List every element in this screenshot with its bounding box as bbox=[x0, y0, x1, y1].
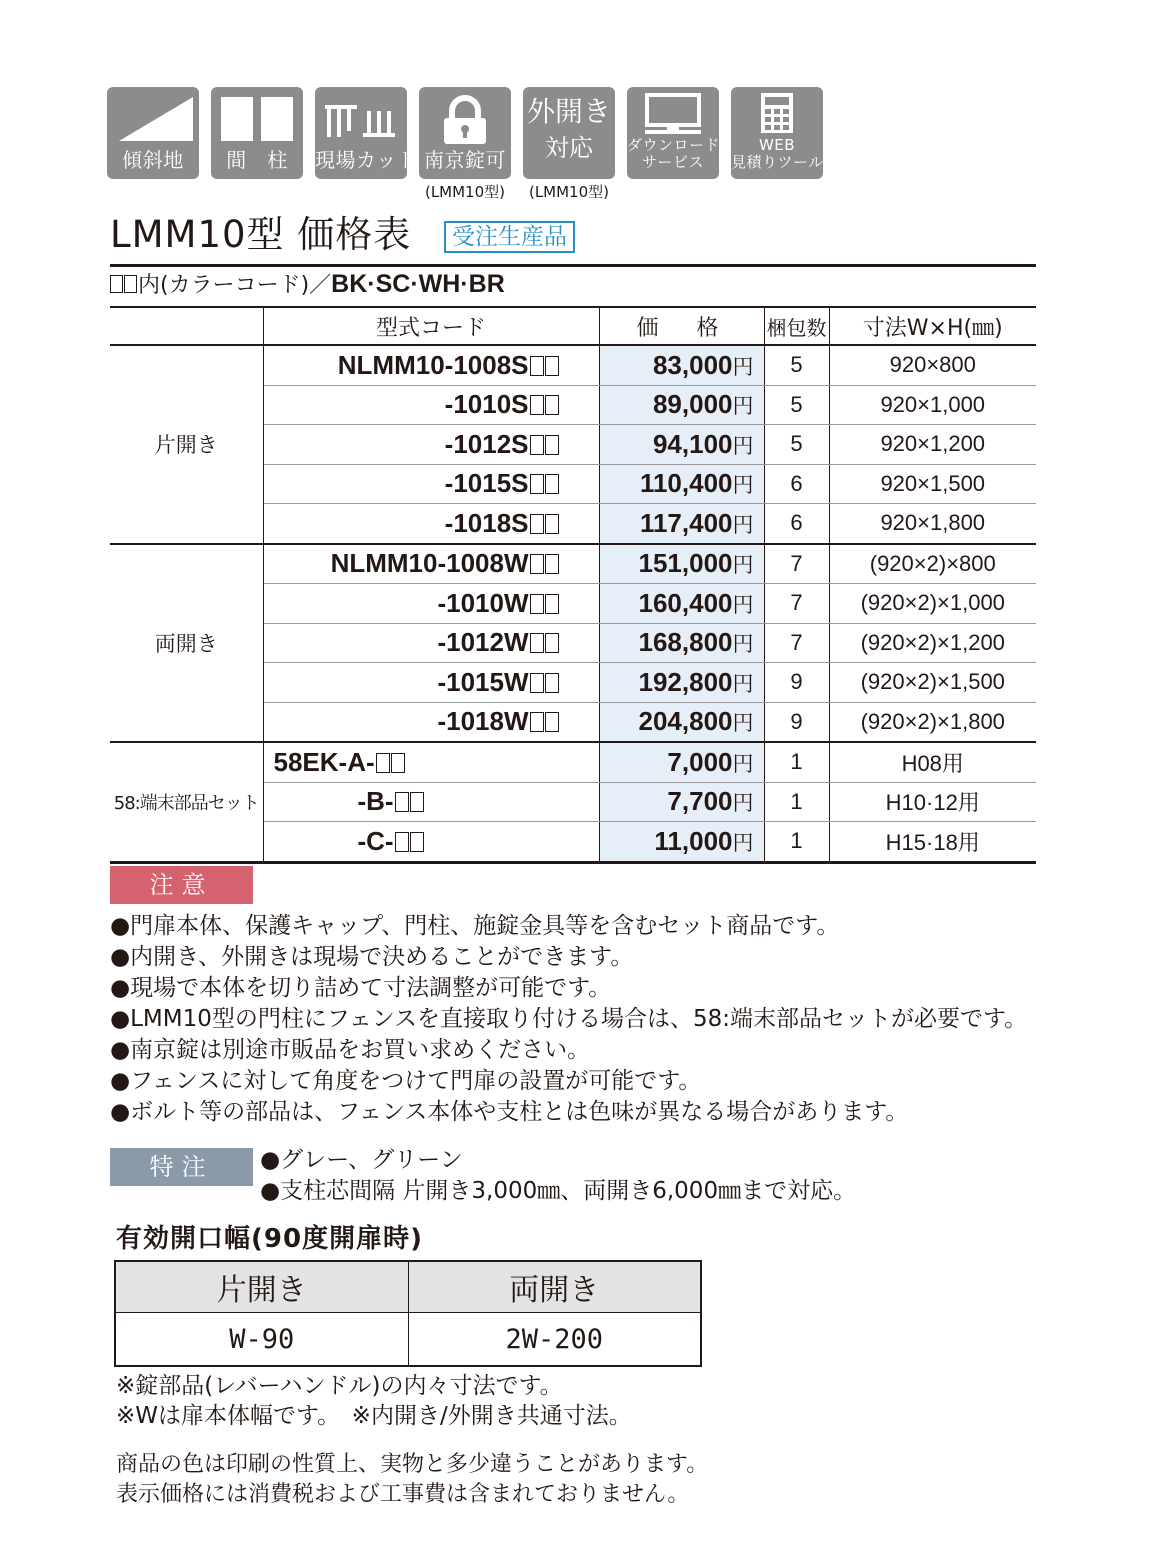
table-row bbox=[110, 345, 1036, 385]
pack-count-cell: 9 bbox=[764, 663, 829, 703]
header-pack: 梱包数 bbox=[764, 307, 829, 345]
pack-count-cell: 6 bbox=[764, 504, 829, 544]
yen-unit: 円 bbox=[732, 791, 754, 816]
special-order-badge: 特注 bbox=[110, 1148, 253, 1186]
post-label: 間 柱 bbox=[226, 148, 288, 172]
price-cell bbox=[599, 822, 764, 863]
model-code: -1010S bbox=[444, 389, 529, 420]
caution-item: ● 内開き、外開きは現場で決めることができます。 bbox=[110, 942, 1027, 973]
caution-item: ● ボルト等の部品は、フェンス本体や支柱とは色味が異なる場合があります。 bbox=[110, 1097, 1027, 1128]
price-value: 11,000 bbox=[654, 825, 733, 856]
calculator-label: WEB 見積りツール bbox=[731, 136, 824, 171]
caution-item: ● 現場で本体を切り詰めて寸法調整が可能です。 bbox=[110, 973, 1027, 1004]
yen-unit: 円 bbox=[732, 512, 754, 537]
price-table bbox=[110, 306, 1036, 864]
price-cell bbox=[599, 385, 764, 425]
model-code-cell bbox=[263, 425, 599, 465]
size-cell: 920×1,000 bbox=[829, 385, 1036, 425]
yen-unit: 円 bbox=[732, 671, 754, 696]
pack-count-cell: 1 bbox=[764, 782, 829, 822]
model-code-cell bbox=[263, 584, 599, 624]
size-cell: 920×1,200 bbox=[829, 425, 1036, 465]
outward-open-label-top: 外開き bbox=[526, 95, 611, 128]
opening-width-table bbox=[114, 1260, 702, 1367]
calculator-icon bbox=[731, 87, 823, 179]
model-code-cell bbox=[263, 385, 599, 425]
price-cell bbox=[599, 464, 764, 504]
pack-count-cell: 1 bbox=[764, 742, 829, 782]
type-cell: 片開き bbox=[110, 345, 263, 544]
price-value: 83,000 bbox=[652, 349, 733, 380]
opening-value-double: 2W-200 bbox=[408, 1313, 701, 1367]
yen-unit: 円 bbox=[732, 632, 754, 657]
price-cell bbox=[599, 345, 764, 385]
size-cell: (920×2)×1,200 bbox=[829, 623, 1036, 663]
opening-width-title: 有効開口幅(90度開扉時) bbox=[116, 1224, 423, 1254]
price-cell bbox=[599, 504, 764, 544]
model-code: -1018W bbox=[437, 706, 529, 737]
yen-unit: 円 bbox=[732, 592, 754, 617]
model-code: -1010W bbox=[437, 587, 529, 618]
pack-count-cell: 1 bbox=[764, 822, 829, 863]
yen-unit: 円 bbox=[732, 553, 754, 578]
model-code: -1015S bbox=[444, 468, 529, 499]
size-cell: (920×2)×800 bbox=[829, 544, 1036, 584]
model-code-cell bbox=[263, 782, 599, 822]
price-value: 160,400 bbox=[638, 587, 733, 618]
slope-label: 傾斜地 bbox=[122, 148, 184, 172]
slope-icon bbox=[107, 87, 199, 179]
download-label: ダウンロード サービス bbox=[627, 136, 721, 171]
order-badge: 受注生産品 bbox=[444, 221, 575, 253]
price-value: 204,800 bbox=[638, 706, 733, 737]
opening-note-1: ※錠部品(レバーハンドル)の内々寸法です。 bbox=[116, 1373, 563, 1399]
size-cell: 920×800 bbox=[829, 345, 1036, 385]
price-value: 7,700 bbox=[667, 786, 733, 817]
model-code-cell bbox=[263, 702, 599, 742]
model-code: -B- bbox=[357, 786, 394, 817]
price-value: 7,000 bbox=[667, 746, 733, 777]
feature-icons bbox=[107, 87, 827, 207]
padlock-sub: (LMM10型) bbox=[424, 183, 506, 201]
price-value: 89,000 bbox=[652, 389, 733, 420]
color-code-line bbox=[110, 268, 505, 302]
caution-list bbox=[110, 911, 1027, 1128]
special-order-list bbox=[260, 1145, 856, 1207]
opening-header-single: 片開き bbox=[115, 1261, 408, 1313]
pack-count-cell: 5 bbox=[764, 425, 829, 465]
price-cell bbox=[599, 584, 764, 624]
pack-count-cell: 6 bbox=[764, 464, 829, 504]
onsite-cut-label: 現場カット bbox=[315, 148, 418, 172]
type-cell: 両開き bbox=[110, 544, 263, 743]
caution-badge: 注意 bbox=[110, 866, 253, 904]
price-value: 110,400 bbox=[639, 468, 733, 499]
opening-value-single: W-90 bbox=[115, 1313, 408, 1367]
yen-unit: 円 bbox=[732, 751, 754, 776]
padlock-label: 南京錠可 bbox=[424, 148, 506, 172]
model-code-cell bbox=[263, 345, 599, 385]
model-code: -1012S bbox=[444, 428, 529, 459]
opening-header-double: 両開き bbox=[408, 1261, 701, 1313]
model-code: -1015W bbox=[437, 666, 529, 697]
price-cell bbox=[599, 544, 764, 584]
title-rule bbox=[110, 264, 1036, 267]
size-cell: H10·12用 bbox=[829, 782, 1036, 822]
model-code-cell bbox=[263, 822, 599, 863]
model-code-cell bbox=[263, 464, 599, 504]
price-value: 168,800 bbox=[638, 627, 733, 658]
size-cell: 920×1,500 bbox=[829, 464, 1036, 504]
model-code: -1012W bbox=[437, 627, 529, 658]
yen-unit: 円 bbox=[732, 830, 754, 855]
color-code-prefix: 内(カラーコード)／ bbox=[138, 273, 332, 298]
color-codes: BK·SC·WH·BR bbox=[331, 270, 505, 298]
price-cell bbox=[599, 425, 764, 465]
price-cell bbox=[599, 702, 764, 742]
caution-item: ● フェンスに対して角度をつけて門扉の設置が可能です。 bbox=[110, 1066, 1027, 1097]
outward-open-sub: (LMM10型) bbox=[528, 183, 610, 201]
pack-count-cell: 7 bbox=[764, 544, 829, 584]
yen-unit: 円 bbox=[732, 473, 754, 498]
opening-note-2: ※Wは扉本体幅です。 ※内開き/外開き共通寸法。 bbox=[116, 1403, 632, 1429]
model-code: NLMM10-1008S bbox=[337, 349, 529, 380]
model-code-cell bbox=[263, 623, 599, 663]
yen-unit: 円 bbox=[732, 433, 754, 458]
model-code: -C- bbox=[357, 825, 394, 856]
size-cell: (920×2)×1,000 bbox=[829, 584, 1036, 624]
size-cell: (920×2)×1,800 bbox=[829, 702, 1036, 742]
caution-item: ● 南京錠は別途市販品をお買い求めください。 bbox=[110, 1035, 1027, 1066]
table-row bbox=[110, 544, 1036, 584]
header-code: 型式コード bbox=[263, 307, 599, 345]
yen-unit: 円 bbox=[732, 711, 754, 736]
price-value: 192,800 bbox=[638, 666, 733, 697]
header-type bbox=[110, 307, 263, 345]
pack-count-cell: 7 bbox=[764, 584, 829, 624]
padlock-icon bbox=[419, 87, 511, 179]
pack-count-cell: 7 bbox=[764, 623, 829, 663]
header-price: 価 格 bbox=[599, 307, 764, 345]
page-title: LMM10型 価格表 bbox=[110, 213, 412, 256]
size-cell: H08用 bbox=[829, 742, 1036, 782]
size-cell: (920×2)×1,500 bbox=[829, 663, 1036, 703]
price-value: 151,000 bbox=[638, 548, 733, 579]
special-order-item: ● グレー、グリーン bbox=[260, 1145, 856, 1176]
model-code: NLMM10-1008W bbox=[330, 548, 529, 579]
onsite-cut-icon bbox=[315, 87, 418, 179]
footer-note-2: 表示価格には消費税および工事費は含まれておりません。 bbox=[116, 1482, 690, 1507]
model-code: 58EK-A- bbox=[273, 746, 375, 777]
post-icon bbox=[211, 87, 303, 179]
special-order-item: ● 支柱芯間隔 片開き3,000㎜、両開き6,000㎜まで対応。 bbox=[260, 1176, 856, 1207]
download-icon bbox=[627, 87, 719, 179]
model-code-cell bbox=[263, 663, 599, 703]
pack-count-cell: 5 bbox=[764, 345, 829, 385]
model-code-cell bbox=[263, 544, 599, 584]
size-cell: 920×1,800 bbox=[829, 504, 1036, 544]
caution-item: ● 門扉本体、保護キャップ、門柱、施錠金具等を含むセット商品です。 bbox=[110, 911, 1027, 942]
yen-unit: 円 bbox=[732, 354, 754, 379]
header-size: 寸法W×H(㎜) bbox=[829, 307, 1036, 345]
price-cell bbox=[599, 742, 764, 782]
model-code: -1018S bbox=[444, 507, 529, 538]
model-code-cell bbox=[263, 504, 599, 544]
price-cell bbox=[599, 782, 764, 822]
outward-open-label-bottom: 対応 bbox=[545, 134, 593, 162]
yen-unit: 円 bbox=[732, 394, 754, 419]
footer-note-1: 商品の色は印刷の性質上、実物と多少違うことがあります。 bbox=[116, 1452, 709, 1477]
price-cell bbox=[599, 623, 764, 663]
model-code-cell bbox=[263, 742, 599, 782]
type-cell: 58:端末部品セット bbox=[110, 742, 263, 862]
pack-count-cell: 5 bbox=[764, 385, 829, 425]
price-value: 94,100 bbox=[652, 428, 733, 459]
price-cell bbox=[599, 663, 764, 703]
price-value: 117,400 bbox=[639, 507, 733, 538]
outward-open-icon bbox=[523, 87, 615, 179]
caution-item: ● LMM10型の門柱にフェンスを直接取り付ける場合は、58:端末部品セットが必要です。 bbox=[110, 1004, 1027, 1035]
size-cell: H15·18用 bbox=[885, 829, 980, 855]
pack-count-cell: 9 bbox=[764, 702, 829, 742]
table-row bbox=[110, 742, 1036, 782]
